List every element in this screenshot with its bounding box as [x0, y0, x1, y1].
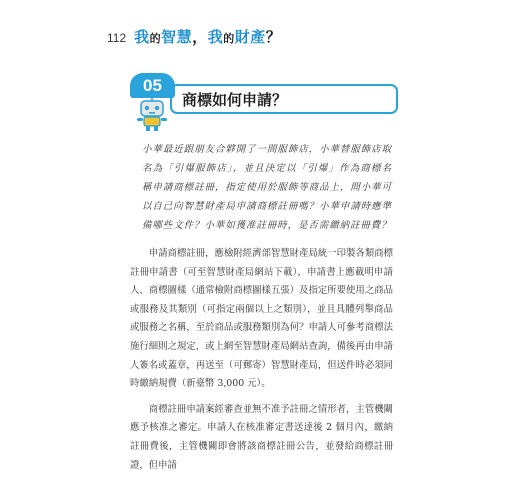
book-title-part: 智慧	[161, 28, 193, 46]
body-paragraph: 申請商標註冊，應檢附經濟部智慧財產局統一印製各類商標註冊申請書（可至智慧財產局網站下載），申請書上應載明申請人、商標圖樣（通常檢附商標圖樣五張）及指定所要使用之商品或服務及其類別（可指定兩個以上之類別），並且具體列舉商品或服務之名稱，至於商品或服務類別為何？申請人可參考商標法施行細則之規定，或上網至智慧財產局網站查詢，備後再由申請人簽名或蓋章，再送至（可郵寄）智慧財產局，但送件時必須同時繳納規費（新臺幣 3,000 元）。	[130, 248, 393, 390]
book-title-part: ？	[265, 28, 282, 46]
book-title-part: 的	[149, 32, 162, 45]
robot-mascot-icon	[134, 96, 170, 132]
body-paragraph: 商標註冊申請案經審查並無不准予註冊之情形者，主管機關應予核准之審定。申請人在核准審定書送達後 2 個月內，繳納註冊費後，主管機關即會將該商標註冊公告，並發給商標註冊證，但申請	[130, 403, 393, 471]
book-title-part: ，	[192, 28, 208, 46]
book-title-part: 我	[134, 28, 150, 46]
intro-scenario: 小華最近跟朋友合夥開了一間服飾店，小華替服飾店取名為「引爆服飾店」，並且決定以「引爆」作為商標名稱申請商標註冊，指定使用於服飾等商品上，問小華可以自己向智慧財產局申請商標註冊嗎？小華申請時應準備哪些文件？小華如獲准註冊時，是否需繳納註冊費？	[142, 144, 392, 231]
book-title-part: 我	[207, 28, 224, 46]
section-title: 商標如何申請？	[170, 84, 398, 114]
body-text	[130, 245, 393, 475]
page-header	[107, 26, 281, 47]
book-title-part: 的	[223, 32, 235, 45]
book-title	[134, 26, 281, 47]
section-heading	[130, 68, 400, 130]
book-title-part: 財產	[234, 28, 266, 46]
page-number: 112	[107, 31, 127, 45]
section-number-badge: 05	[130, 73, 175, 98]
